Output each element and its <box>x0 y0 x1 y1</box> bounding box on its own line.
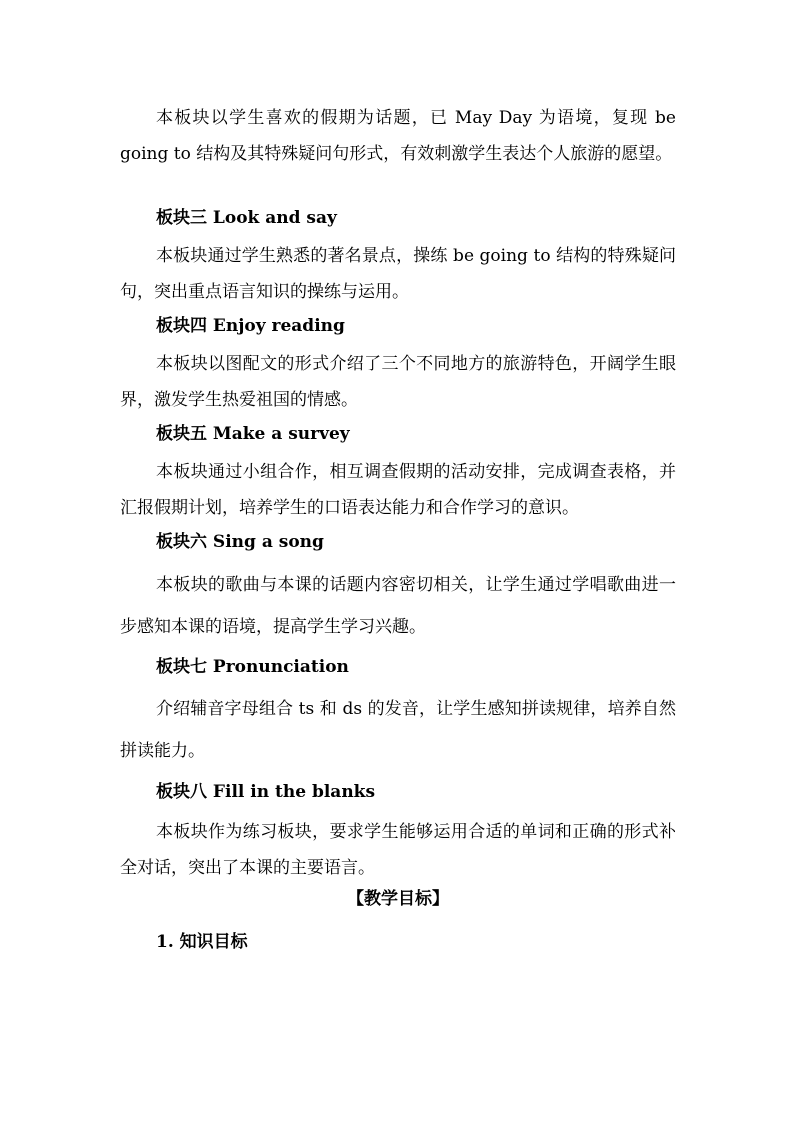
section-heading-8: 板块八 Fill in the blanks <box>156 782 376 802</box>
section-heading-5: 板块五 Make a survey <box>156 424 350 444</box>
section-heading-7: 板块七 Pronunciation <box>156 657 349 677</box>
section-heading-4: 板块四 Enjoy reading <box>156 316 345 336</box>
section-heading-6: 板块六 Sing a song <box>156 532 324 552</box>
objective-knowledge-heading: 1. 知识目标 <box>156 932 248 952</box>
intro-paragraph: 本板块以学生喜欢的假期为话题，已 May Day 为语境，复现 be going to 结构及其特殊疑问句形式，有效刺激学生表达个人旅游的愿望。 <box>120 108 676 164</box>
section-body-6: 本板块的歌曲与本课的话题内容密切相关，让学生通过学唱歌曲进一步感知本课的语境，提高学生学习兴趣。 <box>120 575 676 637</box>
section-body-4: 本板块以图配文的形式介绍了三个不同地方的旅游特色，开阔学生眼界，激发学生热爱祖国的情感。 <box>120 354 676 410</box>
section-body-8: 本板块作为练习板块，要求学生能够运用合适的单词和正确的形式补全对话，突出了本课的主要语言。 <box>120 822 676 878</box>
section-body-3: 本板块通过学生熟悉的著名景点，操练 be going to 结构的特殊疑问句，突出重点语言知识的操练与运用。 <box>120 246 676 302</box>
section-body-7: 介绍辅音字母组合 ts 和 ds 的发音，让学生感知拼读规律，培养自然拼读能力。 <box>120 699 676 761</box>
section-body-5: 本板块通过小组合作，相互调查假期的活动安排，完成调查表格，并汇报假期计划，培养学生的口语表达能力和合作学习的意识。 <box>120 462 676 518</box>
teaching-objectives-title: 【教学目标】 <box>347 889 449 909</box>
section-heading-3: 板块三 Look and say <box>156 208 337 228</box>
